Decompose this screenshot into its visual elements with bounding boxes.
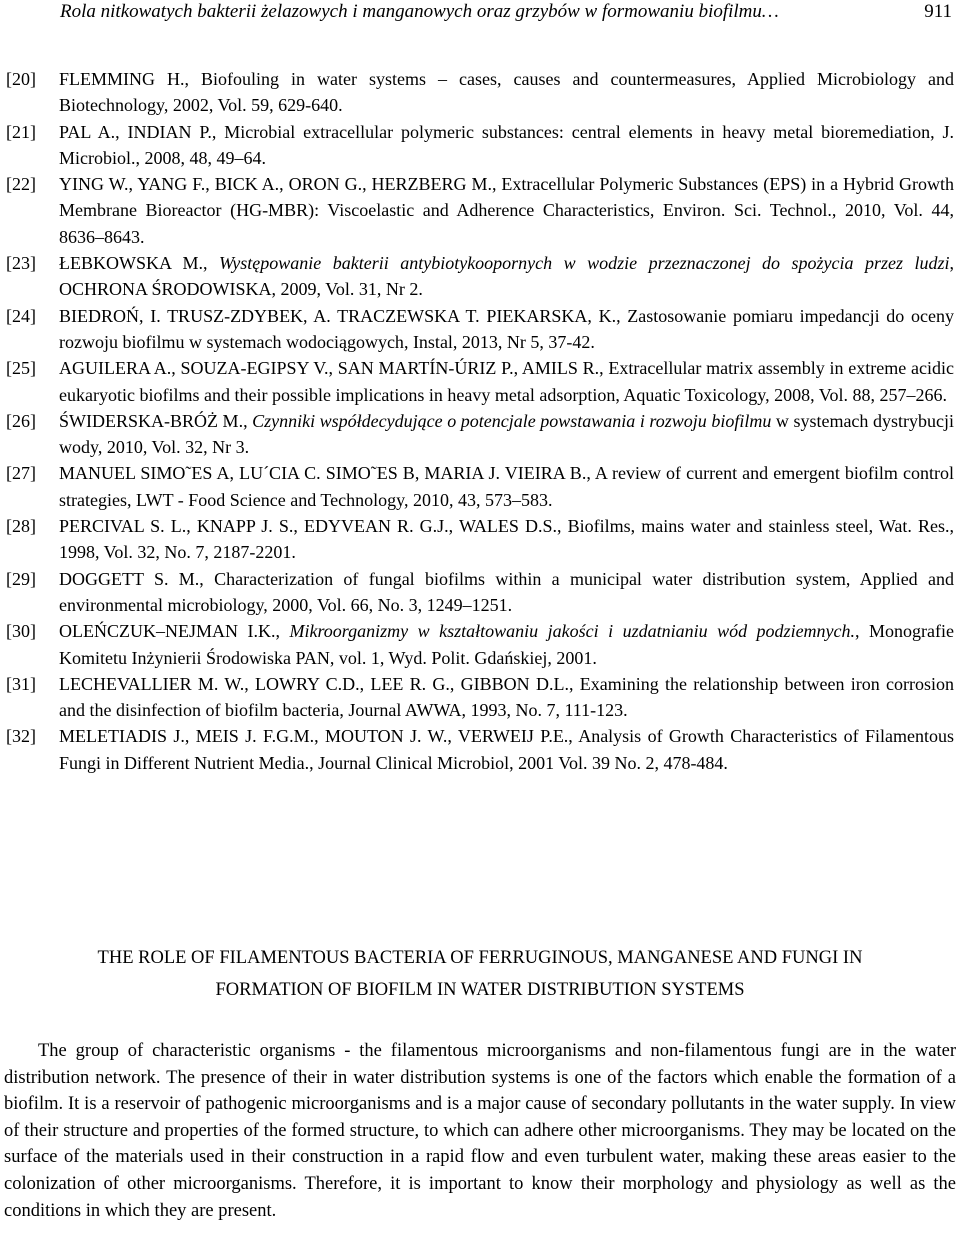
summary-heading bbox=[0, 942, 960, 1006]
reference-text: MANUEL SIMO˜ES A, LU´CIA C. SIMO˜ES B, MARIA J. VIEIRA B., A review of current and emergent biofilm control strategies, LWT - Food Science and Technology, 2010, 43, 573–583. bbox=[59, 463, 954, 510]
reference-authors: OLEŃCZUK–NEJMAN I.K., bbox=[59, 621, 290, 642]
reference-number: [20] bbox=[6, 69, 36, 89]
summary-heading-line: FORMATION OF BIOFILM IN WATER DISTRIBUTION SYSTEMS bbox=[215, 980, 745, 1000]
reference-item bbox=[6, 250, 954, 303]
reference-item bbox=[6, 460, 954, 513]
reference-source: w systemach dystrybucji wody, 2010, Vol. 32, Nr 3. bbox=[59, 410, 954, 458]
reference-title: Występowanie bakterii antybiotykoopornych w wodzie przeznaczonej do spożycia przez ludzi bbox=[218, 253, 950, 274]
reference-text: AGUILERA A., SOUZA-EGIPSY V., SAN MARTÍN-ÚRIZ P., AMILS R., Extracellular matrix assembly in extreme acidic eukaryotic biofilms and their possible implications in heavy metal adsorption, Aquatic Toxicology, 2008, Vol. 88, 257–266. bbox=[59, 358, 954, 405]
reference-item bbox=[6, 408, 954, 461]
summary-heading-line: THE ROLE OF FILAMENTOUS BACTERIA OF FERRUGINOUS, MANGANESE AND FUNGI IN bbox=[97, 948, 863, 968]
reference-number: [24] bbox=[6, 305, 36, 326]
reference-text: FLEMMING H., Biofouling in water systems – cases, causes and countermeasures, Applied Microbiology and Biotechnology, 2002, Vol. 59, 629-640. bbox=[59, 69, 954, 116]
reference-list bbox=[6, 66, 954, 776]
reference-number: [22] bbox=[6, 174, 36, 195]
reference-number: [30] bbox=[6, 621, 36, 642]
reference-item bbox=[6, 618, 954, 671]
reference-title: Mikroorganizmy w kształtowaniu jakości i uzdatnianiu wód podziemnych. bbox=[289, 621, 856, 642]
reference-item bbox=[6, 355, 954, 408]
page-number: 911 bbox=[924, 1, 952, 22]
reference-item bbox=[6, 566, 954, 619]
reference-item bbox=[6, 671, 954, 724]
reference-text: DOGGETT S. M., Characterization of fungal biofilms within a municipal water distribution system, Applied and environmental microbiology, 2000, Vol. 66, No. 3, 1249–1251. bbox=[59, 568, 954, 615]
reference-number: [21] bbox=[6, 121, 36, 142]
reference-text: PAL A., INDIAN P., Microbial extracellular polymeric substances: central elements in heavy metal bioremediation, J. Microbiol., 2008, 48, 49–64. bbox=[59, 121, 954, 168]
reference-text: PERCIVAL S. L., KNAPP J. S., EDYVEAN R. G.J., WALES D.S., Biofilms, mains water and stainless steel, Wat. Res., 1998, Vol. 32, No. 7, 2187-2201. bbox=[59, 516, 954, 563]
reference-item bbox=[6, 171, 954, 250]
reference-number: [31] bbox=[6, 673, 36, 694]
reference-source: , Monografie Komitetu Inżynierii Środowiska PAN, vol. 1, Wyd. Polit. Gdańskiej, 2001. bbox=[59, 621, 955, 668]
reference-number: [23] bbox=[6, 253, 36, 274]
reference-number: [29] bbox=[6, 568, 36, 589]
reference-title: Czynniki współdecydujące o potencjale powstawania i rozwoju biofilmu bbox=[252, 410, 772, 431]
reference-item bbox=[6, 303, 954, 356]
reference-number: [27] bbox=[6, 463, 36, 484]
reference-source: , Instal, 2013, Nr 5, 37-42. bbox=[403, 331, 595, 352]
reference-number: [32] bbox=[6, 726, 36, 747]
reference-item bbox=[6, 119, 954, 172]
reference-authors: ŁEBKOWSKA M., bbox=[59, 253, 219, 274]
running-header-title: Rola nitkowatych bakterii żelazowych i manganowych oraz grzybów w formowaniu biofilmu… bbox=[60, 1, 779, 22]
running-header bbox=[60, 0, 952, 26]
reference-text: YING W., YANG F., BICK A., ORON G., HERZBERG M., Extracellular Polymeric Substances (EPS) in a Hybrid Growth Membrane Bioreactor (HG-MBR): Viscoelastic and Adherence Characteristics, Environ. Sci. Technol., 2010, Vol. 44, 8636–8643. bbox=[59, 174, 954, 247]
reference-text: BIEDROŃ, I. TRUSZ-ZDYBEK, A. TRACZEWSKA T. PIEKARSKA, K., Zastosowanie pomiaru impedancji do oceny rozwoju biofilmu w systemach wodociągowych bbox=[59, 305, 954, 352]
summary-abstract: The group of characteristic organisms - the filamentous microorganisms and non-filamentous fungi are in the water distribution network. The presence of their in water distribution systems is one of the factors which enable the formation of a biofilm. It is a reservoir of pathogenic microorganisms and is a major cause of secondary pollutants in the water supply. In view of their structure and properties of the formed structure, to which can adhere other microorganisms. They may be located on the surface of the materials used in their construction in a rapid flow and even turbulent water, making these areas easier to the colonization of other microorganisms. Therefore, it is important to know their morphology and physiology as well as the conditions in which they are present. bbox=[4, 1041, 956, 1221]
reference-number: [25] bbox=[6, 358, 36, 379]
reference-number: [26] bbox=[6, 410, 36, 431]
reference-text: MELETIADIS J., MEIS J. F.G.M., MOUTON J. W., VERWEIJ P.E., Analysis of Growth Characteristics of Filamentous Fungi in Different Nutrient Media., Journal Clinical Microbiol, 2001 Vol. 39 No. 2, 478-484. bbox=[59, 726, 954, 773]
reference-authors: ŚWIDERSKA-BRÓŻ M., bbox=[59, 410, 253, 431]
reference-text: LECHEVALLIER M. W., LOWRY C.D., LEE R. G., GIBBON D.L., Examining the relationship between iron corrosion and the disinfection of biofilm bacteria, Journal AWWA, 1993, No. 7, 111-123. bbox=[59, 673, 954, 721]
reference-source: , OCHRONA ŚRODOWISKA, 2009, Vol. 31, Nr 2. bbox=[59, 253, 954, 300]
reference-item bbox=[6, 723, 954, 776]
reference-item bbox=[6, 66, 954, 119]
reference-item bbox=[6, 513, 954, 566]
reference-number: [28] bbox=[6, 516, 36, 537]
